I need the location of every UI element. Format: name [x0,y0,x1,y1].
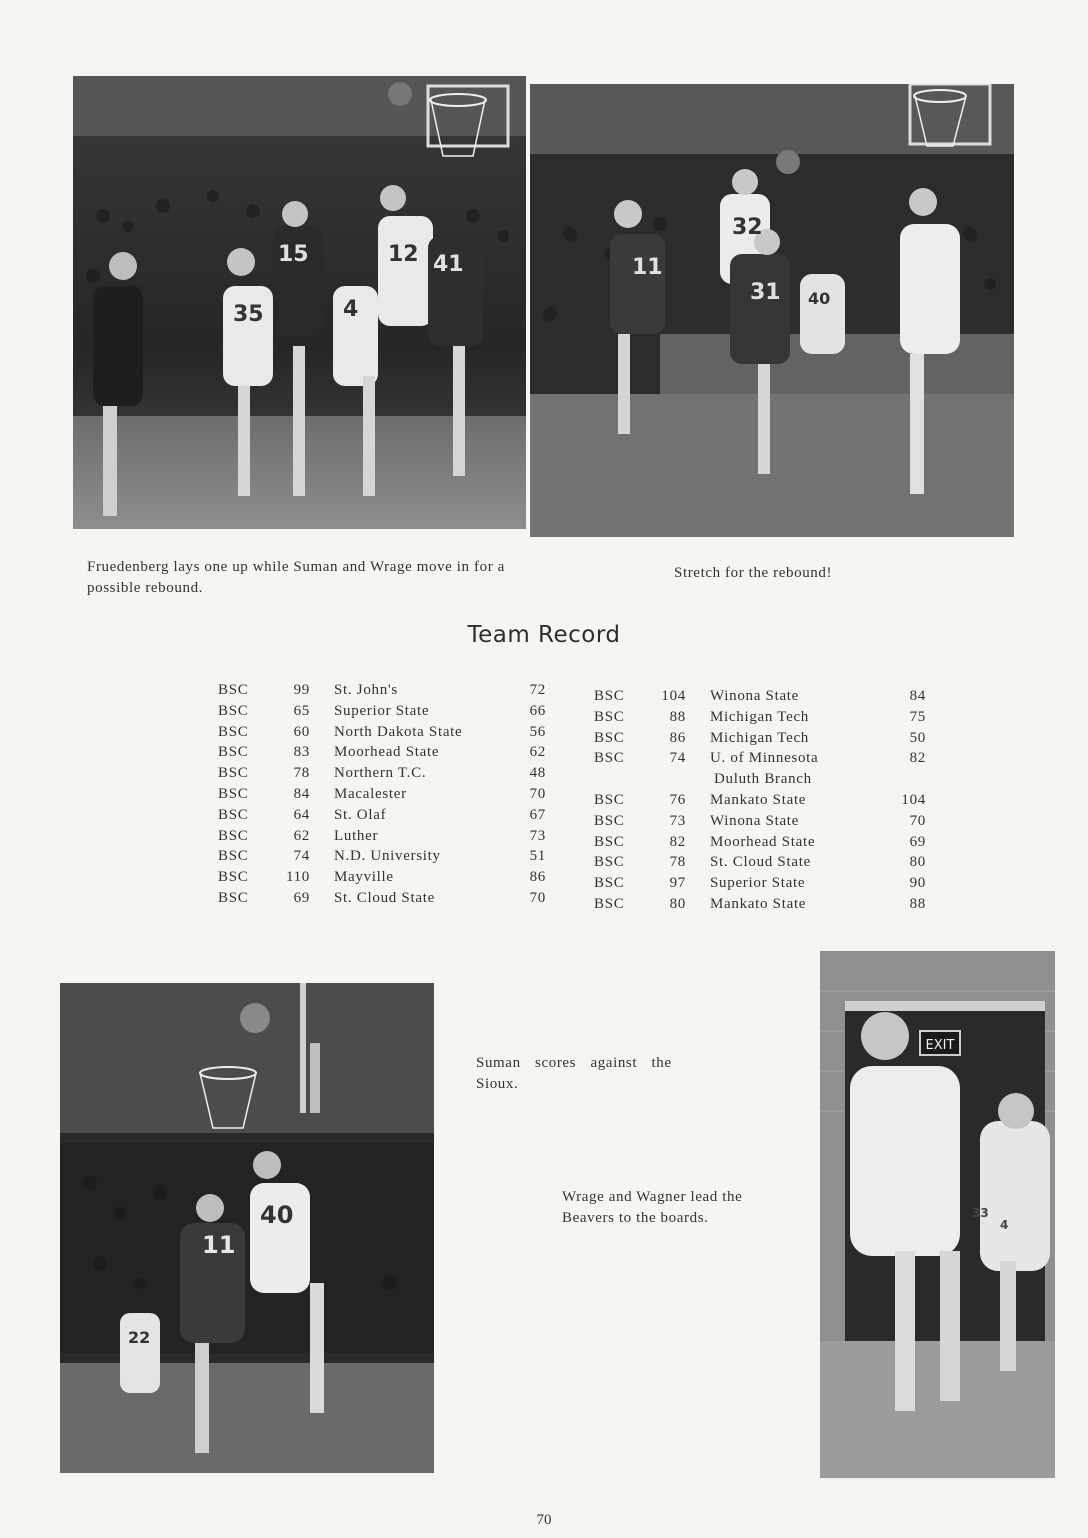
record-their-score: 67 [529,806,546,823]
photo-beavers-boards-image [820,951,1055,1478]
record-team: BSC [218,702,249,719]
record-row [218,763,546,784]
jersey-number: 40 [260,1201,294,1229]
record-their-score: 62 [529,744,546,761]
exit-sign-text: EXIT [925,1038,955,1053]
record-our-score: 86 [669,729,686,746]
record-team: BSC [594,854,625,871]
record-our-score: 60 [293,723,310,740]
record-opponent: Winona State [710,812,800,829]
caption-rebound-stretch: Stretch for the rebound! [674,565,833,581]
record-opponent: Northern T.C. [334,765,427,782]
photo-layup-image [73,76,526,529]
record-our-score: 82 [669,833,686,850]
record-their-score: 73 [529,827,546,844]
record-their-score: 50 [909,729,926,746]
record-opponent: North Dakota State [334,723,463,740]
record-row [218,680,546,701]
photo-beavers-boards [820,951,1055,1478]
jersey-number: 31 [750,280,781,305]
record-row [594,832,926,853]
record-opponent: Superior State [334,702,430,719]
photo-rebound-stretch [530,84,1014,537]
record-opponent: Michigan Tech [710,729,809,746]
record-team: BSC [594,729,625,746]
record-team: BSC [594,791,625,808]
record-their-score: 51 [529,848,546,865]
record-row [218,742,546,763]
record-their-score: 69 [909,833,926,850]
record-their-score: 90 [909,875,926,892]
record-their-score: 72 [529,682,546,698]
jersey-number: 11 [202,1231,236,1259]
record-their-score: 104 [901,791,926,808]
record-row [218,784,546,805]
record-row [218,867,546,888]
record-team: BSC [218,848,249,865]
jersey-number: 22 [128,1328,151,1347]
record-our-score: 84 [293,785,310,802]
record-their-score: 75 [909,708,926,725]
record-opponent: St. John's [334,682,398,698]
record-row [218,805,546,826]
record-team: BSC [594,895,625,912]
record-their-score: 70 [529,785,546,802]
record-opponent: Mankato State [710,791,807,808]
team-record-right-table [594,686,926,915]
record-their-score: 48 [529,765,546,782]
record-row [594,728,926,749]
record-our-score: 78 [669,854,686,871]
record-row [594,707,926,728]
record-our-score: 74 [293,848,310,865]
record-team: BSC [594,708,625,725]
record-opponent: Macalester [334,785,407,802]
record-team: BSC [218,889,249,906]
photo-suman-scores [60,983,434,1473]
record-team: BSC [218,827,249,844]
jersey-number: 11 [632,255,663,280]
team-record-title: Team Record [467,622,621,648]
caption-beavers-boards: Wrage and Wagner lead the Beavers to the boards. [562,1189,743,1226]
record-opponent: U. of Minnesota [710,750,819,767]
record-team: BSC [594,688,625,704]
record-team: BSC [594,812,625,829]
record-their-score [886,769,926,790]
record-team: BSC [218,785,249,802]
record-our-score: 76 [669,791,686,808]
record-our-score: 62 [293,827,310,844]
record-opponent: Michigan Tech [710,708,809,725]
record-team: BSC [218,723,249,740]
record-their-score: 70 [909,812,926,829]
record-our-score: 69 [293,889,310,906]
record-row [594,790,926,811]
record-our-score: 80 [669,895,686,912]
record-opponent: N.D. University [334,848,441,865]
record-row [594,873,926,894]
record-our-score: 88 [669,708,686,725]
jersey-number: 32 [732,215,763,240]
record-their-score: 84 [909,688,926,704]
jersey-number: 35 [233,302,264,327]
record-our-score: 83 [293,744,310,761]
record-our-score: 74 [669,750,686,767]
record-our-score: 73 [669,812,686,829]
record-team: BSC [218,765,249,782]
record-opponent: Luther [334,827,379,844]
caption-layup: Fruedenberg lays one up while Suman and Wrage move in for a possible rebound. [87,559,505,596]
record-opponent: Mankato State [710,895,807,912]
record-opponent: Moorhead State [334,744,440,761]
record-team: BSC [218,682,249,698]
record-opponent: Winona State [710,688,800,704]
record-row [218,826,546,847]
page-number: 70 [536,1512,552,1528]
record-our-score: 99 [293,682,310,698]
record-row [218,722,546,743]
photo-suman-scores-image [60,983,434,1473]
record-team: BSC [594,875,625,892]
record-opponent: Moorhead State [710,833,816,850]
record-their-score: 82 [909,750,926,767]
record-their-score: 80 [909,854,926,871]
record-team: BSC [218,869,249,886]
record-their-score: 86 [529,869,546,886]
record-our-score: 65 [293,702,310,719]
record-row [594,811,926,832]
record-our-score: 78 [293,765,310,782]
record-their-score: 66 [529,702,546,719]
record-row [594,769,926,790]
record-row [218,846,546,867]
record-our-score: 104 [661,688,686,704]
record-their-score: 56 [529,723,546,740]
record-their-score: 88 [909,895,926,912]
jersey-number: 12 [388,242,419,267]
jersey-number: 40 [808,289,831,308]
record-our-score: 64 [293,806,310,823]
record-team: BSC [594,833,625,850]
record-team: BSC [594,750,625,767]
record-our-score: 97 [669,875,686,892]
record-opponent: Duluth Branch [714,771,812,788]
record-opponent: St. Olaf [334,806,387,823]
record-opponent: Superior State [710,875,806,892]
photo-layup [73,76,526,529]
record-row [594,686,926,707]
record-opponent: St. Cloud State [334,889,435,906]
jersey-number: 15 [278,242,309,267]
caption-suman-scores: Suman scores against the Sioux. [476,1055,672,1092]
jersey-number: 33 [972,1206,989,1220]
photo-rebound-stretch-image [530,84,1014,537]
jersey-number: 4 [1000,1218,1009,1232]
record-row [594,852,926,873]
record-their-score: 70 [529,889,546,906]
record-opponent: St. Cloud State [710,854,811,871]
jersey-number: 41 [433,252,464,277]
record-our-score [644,769,710,790]
record-row [594,748,926,769]
team-record-left-table [218,680,546,909]
record-row [218,701,546,722]
record-our-score: 110 [285,869,310,886]
record-team: BSC [218,806,249,823]
record-team [594,769,644,790]
record-row [218,888,546,909]
record-opponent: Mayville [334,869,394,886]
jersey-number: 4 [343,297,359,322]
record-row [594,894,926,915]
record-team: BSC [218,744,249,761]
